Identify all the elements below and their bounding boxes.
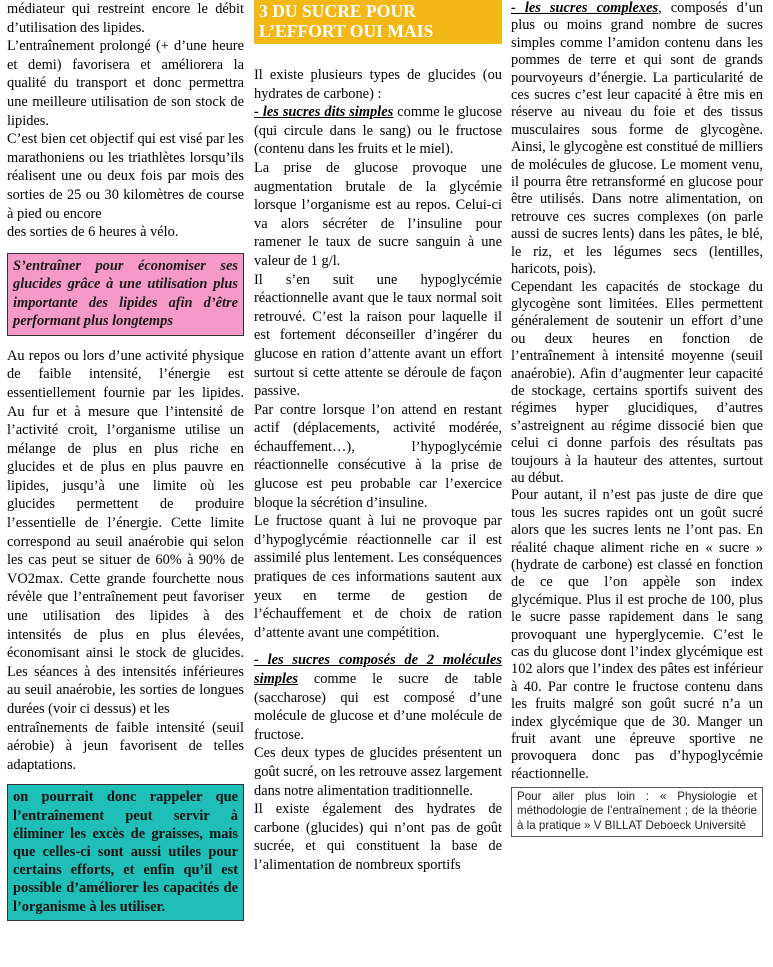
term-simple-sugars: - les sucres dits simples bbox=[254, 104, 394, 121]
reference-box: Pour aller plus loin : « Physiologie et méthodologie de l’entraînement ; de la théorie à la pratique » V BILLAT Deboeck Université bbox=[511, 787, 763, 837]
paragraph: Ces deux types de glucides présentent un goût sucré, on les retrouve assez largement dans notre alimentation traditionnelle. bbox=[254, 745, 502, 799]
term-compound-sugars: - les sucres composés de 2 molécules simples bbox=[254, 652, 502, 687]
summary-box-fats: on pourrait donc rappeler que l’entraînement peut servir à éliminer les excès de graisses, mais que celles-ci sont aussi utiles pour certains efforts, et enfin qu’il est possible d’améliorer les capacités de l’organisme à les utiliser. bbox=[7, 784, 244, 920]
paragraph: L’entraînement prolongé (+ d’une heure et demi) favorisera et améliorera la qualité du transport et donc permettra une meilleure utilisation de son stock de lipides. bbox=[7, 38, 244, 129]
paragraph: des sorties de 6 heures à vélo. bbox=[7, 224, 179, 241]
paragraph: Pour autant, il n’est pas juste de dire que tous les sucres rapides ont un goût sucré alors que les sucres lents ne l’ont pas. En réalité chaque aliment riche en « sucre » (hydrate de carbone) est classé en fonction de ce que l’on appèle son index glycémique. Plus il est proche de 100, plus le sucre passe rapidement dans le sang provoquant une hyperglycemie. C’est le cas du glucose dont l’index glycémique est 102 alors que l’index des pâtes est inférieur à 40. Par contre le fructose contenu dans les fruits malgré son goût sucré n’a un index glycémique que de 30. Manger un fruit avant une épreuve sportive ne provoquera donc pas d’hypoglycémie réactionnelle. bbox=[511, 487, 763, 782]
paragraph: Il existe plusieurs types de glucides (ou hydrates de carbone) : bbox=[254, 67, 502, 102]
paragraph: La prise de glucose provoque une augmentation brutale de la glycémie lorsque l’organisme est au repos. Celui-ci va alors sécréter de l’insuline pour ramener le taux de sucre sanguin à une valeur de 1 g/l. bbox=[254, 159, 502, 269]
column-right bbox=[511, 0, 763, 837]
paragraph bbox=[254, 103, 502, 159]
paragraph: entraînements de faible intensité (seuil aérobie) à jeun favorisent de telles adaptations. bbox=[7, 719, 244, 773]
spacer bbox=[254, 642, 502, 651]
paragraph: médiateur qui restreint encore le débit d’utilisation des lipides. bbox=[7, 1, 244, 36]
paragraph: C’est bien cet objectif qui est visé par les marathoniens ou les triathlètes lorsqu’ils réalisent une ou deux fois par mois des sorties de 25 ou 30 kilomètres de course à pied ou encore bbox=[7, 131, 244, 222]
term-description: comme le sucre de table (saccharose) qui est composé d’une molécule de glucose et d’une molécule de fructose. bbox=[254, 671, 502, 743]
column-middle bbox=[254, 0, 502, 875]
paragraph bbox=[511, 0, 763, 279]
term-description: comme le glucose (qui circule dans le sang) ou le fructose (contenu dans les fruits et le miel). bbox=[254, 104, 502, 158]
term-complex-sugars: - les sucres complexes bbox=[511, 0, 659, 16]
term-description: , composés d’un plus ou moins grand nombre de sucres simples comme l’amidon contenu dans les pommes de terre et qui sont de grands pourvoyeurs d’énergie. La particularité de ces sucres c’est leur capacité à être mis en réserve au niveau du foie et des tissus musculaires sous forme de glycogène. Ainsi, le glycogène est constitué de milliers de molécules de glucose. Le moment venu, il pourra être retransformé en glucose pour être utilisés. Dans notre alimentation, on retrouve ces sucres complexes (on parle aussi de sucres lents) dans les pâtes, le blé, le riz, et les légumes secs (lentilles, haricots, pois). bbox=[511, 0, 763, 278]
paragraph bbox=[254, 651, 502, 744]
paragraph: Il existe également des hydrates de carbone (glucides) qui n’ont pas de goût sucrée, et qui constituent la base de l’alimentation de nombreux sportifs bbox=[254, 801, 502, 873]
paragraph: Au repos ou lors d’une activité physique de faible intensité, l’énergie est essentiellement fournie par les lipides. Au fur et à mesure que l’intensité de l’activité croit, l’organisme utilise un mélange de plus en plus riche en glucides et de plus en plus pauvre en lipides, jusqu’à une limite où les glucides permettent de produire l’essentielle de l’énergie. Cette limite correspond au seuil anaérobie qui selon les cas peut se situer de 60% à 90% de VO2max. Cette grande fourchette nous révèle que l’entraînement peut favoriser une utilisation des lipides à des intensités de plus en plus élevées, économisant ainsi le stock de glucides. Les séances à des intensités inférieures au seuil anaérobie, les sorties de longues durées (voir ci dessus) et les bbox=[7, 347, 244, 717]
paragraph: Le fructose quant à lui ne provoque par d’hypoglycémie réactionnelle car il est assimilé plus lentement. Les conséquences pratiques de ces informations sautent aux yeux en terme de gestion de l’échauffement et de choix de ration d’attente avant une compétition. bbox=[254, 513, 502, 641]
paragraph: Par contre lorsque l’on attend en restant actif (déplacements, activité modérée, échauffement…), l’hypoglycémie réactionnelle consécutive à la prise de glucose est peu probable car l’exercice bloque la sécrétion d’insuline. bbox=[254, 401, 502, 511]
column-left bbox=[7, 0, 244, 921]
section-heading: 3 DU SUCRE POUR L’EFFORT OUI MAIS bbox=[254, 0, 502, 44]
paragraph: Cependant les capacités de stockage du glycogène sont limitées. Elles permettent généralement de soutenir un effort d’une ou deux heures en fonction de l’entraînement à intensité moyenne (seuil anaérobie). Afin d’augmenter leur capacité de stockage, certains sportifs suivent des régimes hyper glucidiques, d’autres s’astreignent au régime dissocié bien que celui ci donne parfois des résultats pas toujours à la hauteur des attentes, surtout au début. bbox=[511, 278, 763, 486]
paragraph: Il s’en suit une hypoglycémie réactionnelle avant que le taux normal soit retrouvé. C’est la raison pour laquelle il est fortement déconseiller d’ingérer du glucose en ration d’attente avant un effort surtout si cette attente se déroule de façon passive. bbox=[254, 271, 502, 400]
highlight-box-lipids: S’entraîner pour économiser ses glucides grâce à une utilisation plus importante des lipides afin d’être performant plus longtemps bbox=[7, 253, 244, 336]
